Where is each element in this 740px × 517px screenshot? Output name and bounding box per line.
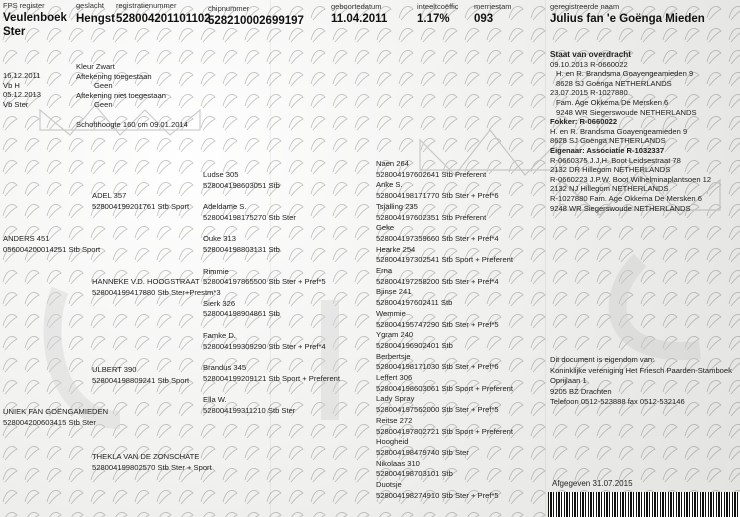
name-label: geregistreerde naam xyxy=(550,2,620,11)
regnr-label: registratienummer xyxy=(116,1,177,10)
horse-name: Julius fan 'e Goënga Mieden xyxy=(550,13,705,25)
history-details: Kleur Zwart Aftekening toegestaan Geen Aftekening niet toegestaan Geen Schofthoogte 160 cm 09.01.2014 xyxy=(76,62,188,129)
pedigree-ds: ULBERT 390 528004198809241 Stb Sport xyxy=(92,365,190,385)
pedigree-dam: UNIEK FAN GOËNGAMIEDEN 528004200603415 Stb Ster xyxy=(3,407,109,427)
chip-label: chipnummer xyxy=(208,4,250,13)
chip-value: 528210002699197 xyxy=(208,15,304,27)
fold-line xyxy=(545,0,546,517)
ownership-block: Staat van overdracht 09.10.2013 R-0660022 H. en R. Brandsma Goayengeamieden 9 8628 SJ Goënga NETHERLANDS 23.07.2015 R-1027880 Fam. Age Okkema De Mersken 6 9248 WR Siegerswoude NETHERLANDS Fokker: R-0660022 H. en R. Brandsma Goayengeamieden 9 8628 SJ Goënga NETHERLANDS Eigenaar: Associatie R-1032337 R-0660375 J.J.H. Boot Leidsestraat 78 2132 DR Hillegom NETHERLANDS R-0660223 J.P.W. Boot Wilhelminaplantsoen 12 2132 NJ Hillegom NETHERLANDS R-1027880 Fam. Age Okkema De Mersken 6 9248 WR Siegerswoude NETHERLANDS xyxy=(550,50,712,213)
pedigree-dd: THEKLA VAN DE ZONSCHATE 528004199802570 Stb Ster + Sport xyxy=(92,452,212,472)
merries-label: merriestam xyxy=(474,2,512,11)
pedigree-col4: Naen 264 528004197602641 Stb Preferent Anke S. 528004198171770 Stb Ster + Pref*6 Tsjalling 235 528004197602351 Stb Preferent Geke 528004197359660 Stb Ster + Pref*4 Hearke 254 528004197302541 Stb Sport + Preferent Erna 528004197258200 Stb Ster + Pref*4 Bjinse 241 528004197602411 Stb Wemmie 528004195747290 Stb Ster + Pref*5 Ygram 240 528004196902401 Stb Berbertsje 528004198171030 Stb Ster + Pref*6 Leffert 306 528004198603061 Stb Sport + Preferent Lady Spray 528004197562000 Stb Ster + Pref*5 Reitse 272 528004197802721 Stb Sport + Preferent Hoogheid 528004198479740 Stb Ster Nikolaas 310 528004198703101 Stb Duotsje 528004198274910 Stb Ster + Pref*5 xyxy=(376,159,514,500)
ownership-title: Staat van overdracht xyxy=(550,50,631,59)
inbreeding-label: inteeltcoëffic xyxy=(417,2,459,11)
dob-value: 11.04.2011 xyxy=(331,13,388,25)
inbreeding-value: 1.17% xyxy=(417,13,450,25)
pedigree-sire: ANDERS 451 056004200014251 Stb Sport xyxy=(3,234,101,254)
merries-value: 093 xyxy=(474,13,494,25)
registry-value-2: Ster xyxy=(3,26,26,38)
registry-value: Veulenboek xyxy=(3,12,67,24)
property-notice: Dit document is eigendom van: Koninklijke vereniging Het Friesch Paarden-Stamboek Oprijlaan 1 9205 BZ Drachten Telefoon 0512-523888 fax 0512-532146 xyxy=(550,355,732,406)
pedigree-sd: HANNEKE V.D. HOOGSTRAAT 528004199417880 Stb Ster+Prestm*3 xyxy=(92,277,221,297)
pedigree-ss: ADEL 357 528004199201761 Stb Sport xyxy=(92,191,190,211)
sex-value: Hengst xyxy=(76,13,115,25)
sex-label: geslacht xyxy=(76,1,104,10)
history-dates: 16.12.2011 Vb H 05.12.2013 Vb Ster xyxy=(3,71,42,109)
pedigree-col3: Ludse 305 528004198603051 Stb Adeldame S. 528004198175270 Stb Ster Ouke 313 528004198803131 Stb Rimmie 528004197865500 Stb Ster + Pref*5 Sierk 326 528004198904861 Stb Famke D. 528004199309290 Stb Ster + Pref*4 Brandus 345 528004199209121 Stb Sport + Preferent Ella W. 528004199311210 Stb Ster xyxy=(203,170,341,415)
registry-label: FPS register xyxy=(3,1,45,10)
issued-date: Afgegeven 31.07.2015 xyxy=(552,479,633,488)
dob-label: geboortedatum xyxy=(331,2,382,11)
regnr-value: 528004201101102 xyxy=(116,13,211,25)
barcode xyxy=(548,492,740,517)
